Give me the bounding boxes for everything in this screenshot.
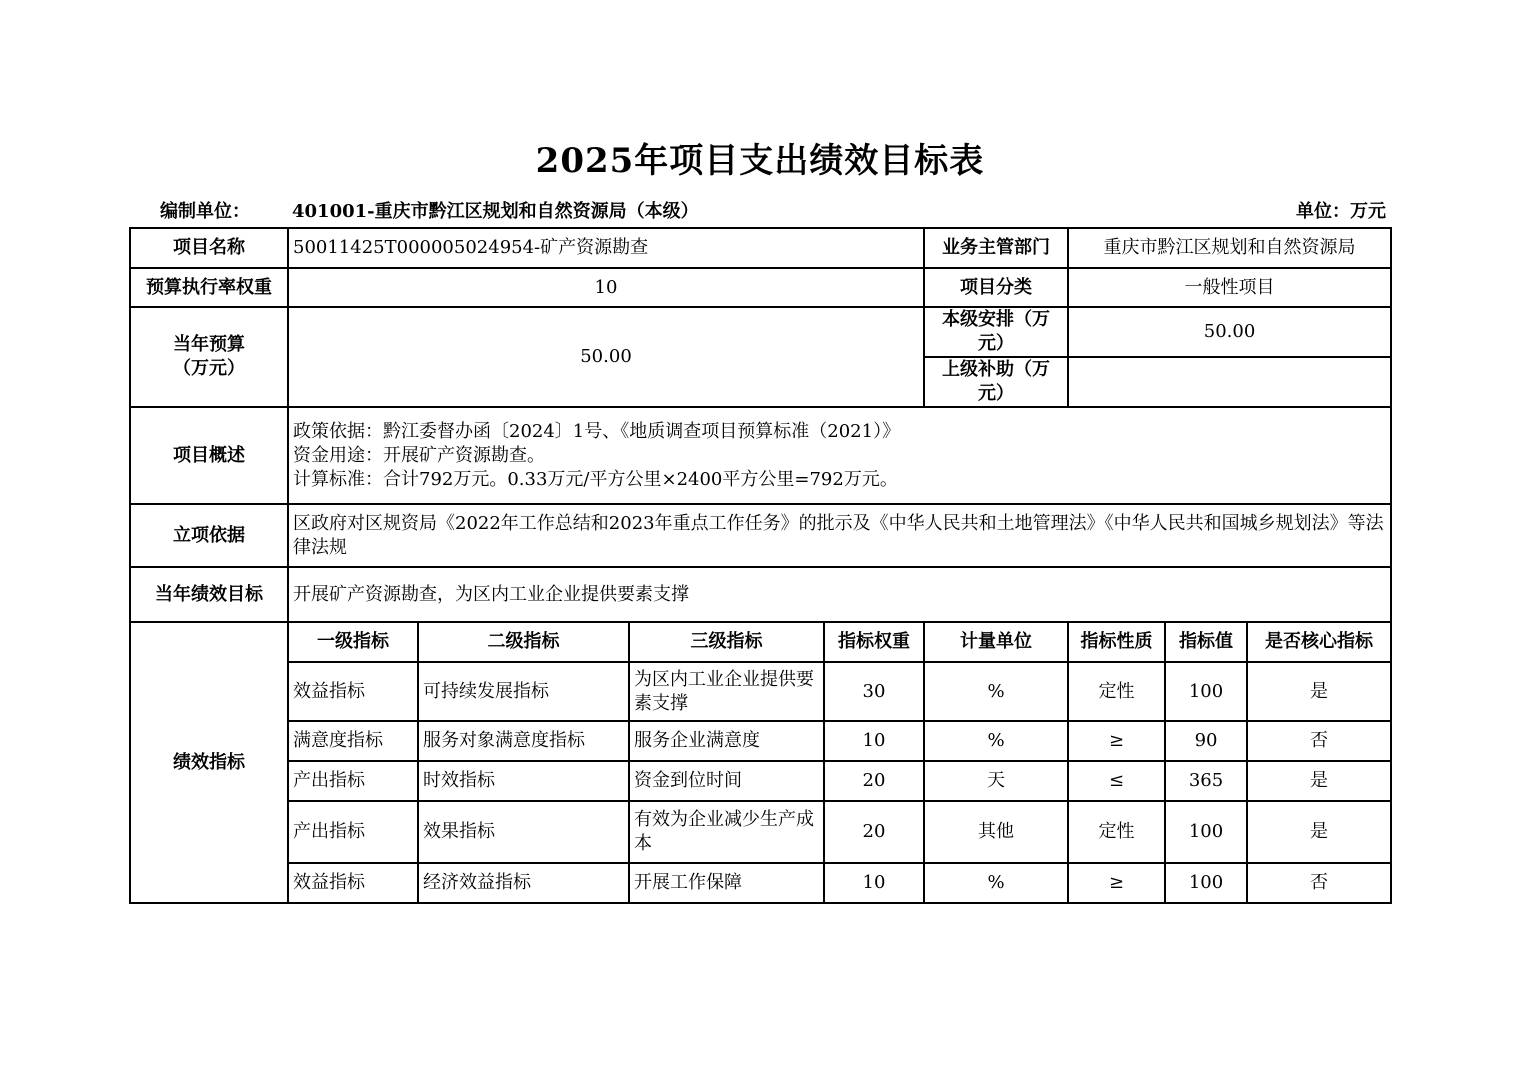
indicator-header: 一级指标 [288,622,418,662]
level2-cell: 效果指标 [418,801,629,863]
weight-label: 预算执行率权重 [130,268,288,307]
level3-cell: 为区内工业企业提供要素支撑 [629,662,824,721]
indicator-header: 三级指标 [629,622,824,662]
unit-cell: % [924,721,1068,761]
core-cell: 是 [1247,761,1391,801]
level3-cell: 服务企业满意度 [629,721,824,761]
level3-cell: 有效为企业减少生产成本 [629,801,824,863]
level2-cell: 经济效益指标 [418,863,629,903]
core-cell: 否 [1247,863,1391,903]
local-value: 50.00 [1068,307,1391,357]
goal-value: 开展矿产资源勘查，为区内工业企业提供要素支撑 [288,567,1391,622]
weight-value: 10 [288,268,924,307]
superior-label: 上级补助（万元） [924,357,1068,407]
weight-cell: 20 [824,761,924,801]
page-title: 2025年项目支出绩效目标表 [535,141,985,181]
core-cell: 是 [1247,801,1391,863]
overview-line: 政策依据：黔江委督办函〔2024〕1号、《地质调查项目预算标准（2021）》 [293,420,901,442]
dept-label: 业务主管部门 [924,228,1068,268]
level1-cell: 满意度指标 [288,721,418,761]
overview-label: 项目概述 [130,407,288,504]
weight-cell: 20 [824,801,924,863]
project-name-value: 50011425T000005024954-矿产资源勘查 [288,228,924,268]
org-value: 401001-重庆市黔江区规划和自然资源局（本级） [292,201,699,222]
level1-cell: 产出指标 [288,801,418,863]
unit-label: 单位：万元 [1296,201,1386,222]
level2-cell: 时效指标 [418,761,629,801]
value-cell: 100 [1165,801,1247,863]
budget-label-line1: 当年预算 [173,334,245,355]
nature-cell: ≥ [1068,863,1165,903]
unit-cell: % [924,662,1068,721]
level3-cell: 资金到位时间 [629,761,824,801]
level2-cell: 可持续发展指标 [418,662,629,721]
budget-value: 50.00 [288,307,924,407]
category-label: 项目分类 [924,268,1068,307]
overview-line: 资金用途：开展矿产资源勘查。 [293,444,545,466]
table-row [130,721,1391,761]
table-row [130,761,1391,801]
dept-value: 重庆市黔江区规划和自然资源局 [1068,228,1391,268]
weight-cell: 10 [824,863,924,903]
indicator-header: 指标性质 [1068,622,1165,662]
unit-cell: 其他 [924,801,1068,863]
value-cell: 365 [1165,761,1247,801]
indicator-header: 二级指标 [418,622,629,662]
level1-cell: 效益指标 [288,863,418,903]
nature-cell: 定性 [1068,801,1165,863]
goal-label: 当年绩效目标 [130,567,288,622]
overview-line: 计算标准：合计792万元。0.33万元/平方公里×2400平方公里=792万元。 [293,468,898,490]
weight-cell: 30 [824,662,924,721]
weight-cell: 10 [824,721,924,761]
indicators-label: 绩效指标 [130,622,288,903]
value-cell: 100 [1165,863,1247,903]
nature-cell: ≤ [1068,761,1165,801]
org-label: 编制单位： [160,201,250,222]
indicator-header: 指标权重 [824,622,924,662]
project-name-label: 项目名称 [130,228,288,268]
table-row [130,662,1391,721]
nature-cell: ≥ [1068,721,1165,761]
budget-label-line2: （万元） [173,358,245,379]
table-row [130,801,1391,863]
nature-cell: 定性 [1068,662,1165,721]
level1-cell: 产出指标 [288,761,418,801]
overview-value [288,407,1391,504]
indicator-header: 计量单位 [924,622,1068,662]
level1-cell: 效益指标 [288,662,418,721]
budget-label [130,307,288,407]
core-cell: 否 [1247,721,1391,761]
level3-cell: 开展工作保障 [629,863,824,903]
core-cell: 是 [1247,662,1391,721]
unit-cell: 天 [924,761,1068,801]
superior-value [1068,357,1391,407]
level2-cell: 服务对象满意度指标 [418,721,629,761]
basis-value: 区政府对区规资局《2022年工作总结和2023年重点工作任务》的批示及《中华人民共和土地管理法》《中华人民共和国城乡规划法》等法律法规 [288,504,1391,567]
performance-table [129,227,1392,904]
unit-cell: % [924,863,1068,903]
category-value: 一般性项目 [1068,268,1391,307]
indicator-header: 是否核心指标 [1247,622,1391,662]
value-cell: 100 [1165,662,1247,721]
table-row [130,863,1391,903]
indicator-header: 指标值 [1165,622,1247,662]
basis-label: 立项依据 [130,504,288,567]
local-label: 本级安排（万元） [924,307,1068,357]
value-cell: 90 [1165,721,1247,761]
